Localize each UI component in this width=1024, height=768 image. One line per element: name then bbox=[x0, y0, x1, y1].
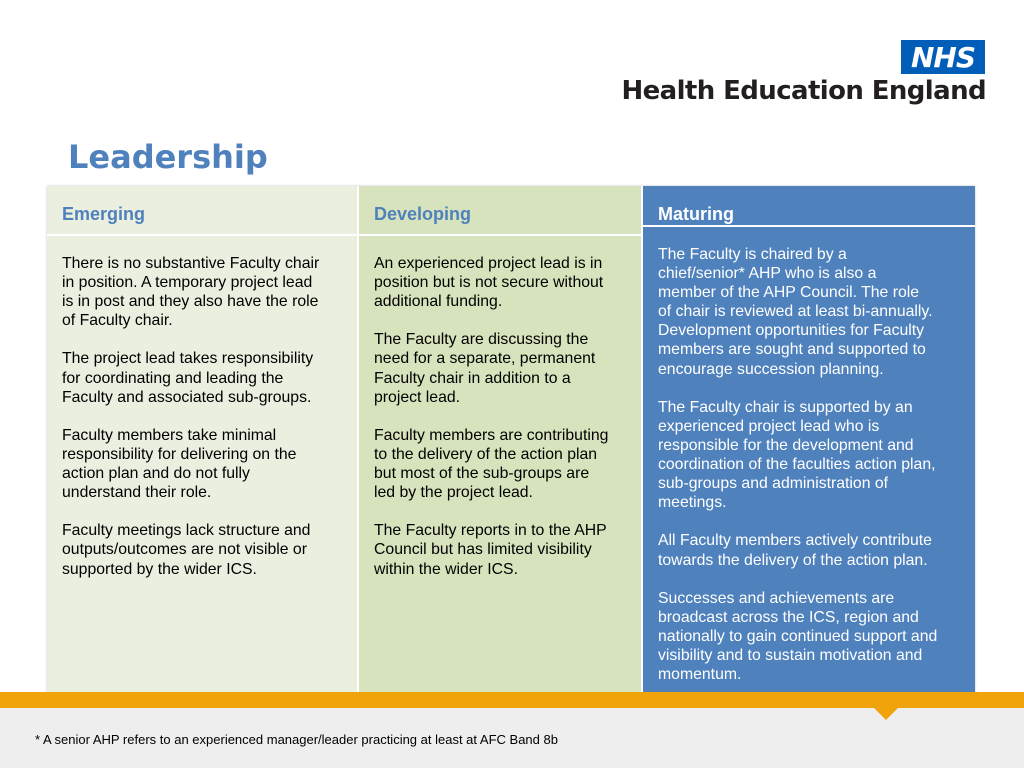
column-body bbox=[359, 236, 641, 598]
paragraph: The Faculty reports in to the AHP Council but has limited visibility within the wider ICS. bbox=[374, 522, 607, 578]
footer-notch bbox=[870, 704, 902, 720]
column-emerging bbox=[47, 186, 357, 700]
column-developing bbox=[357, 186, 641, 700]
paragraph: Faculty members take minimal responsibility for delivering on the action plan and do not fully understand their role. bbox=[62, 426, 297, 502]
column-maturing bbox=[641, 186, 975, 700]
column-heading: Maturing bbox=[643, 186, 975, 227]
organisation-name: Health Education England bbox=[621, 76, 986, 106]
nhs-logo-mark: NHS bbox=[910, 40, 976, 74]
page-title: Leadership bbox=[68, 138, 268, 176]
maturity-table bbox=[47, 186, 975, 700]
paragraph: Faculty meetings lack structure and outputs/outcomes are not visible or supported by the wider ICS. bbox=[62, 522, 311, 578]
column-heading: Developing bbox=[359, 186, 641, 236]
paragraph: The Faculty chair is supported by an experienced project lead who is responsible for the development and coordination of the faculties action plan, sub-groups and administration of meetings. bbox=[658, 398, 936, 512]
column-body bbox=[643, 227, 975, 703]
paragraph: All Faculty members actively contribute towards the delivery of the action plan. bbox=[658, 532, 932, 569]
column-body bbox=[47, 236, 357, 598]
column-heading: Emerging bbox=[47, 186, 357, 236]
paragraph: The project lead takes responsibility for coordinating and leading the Faculty and associated sub-groups. bbox=[62, 350, 314, 406]
paragraph: An experienced project lead is in position but is not secure without additional funding. bbox=[374, 255, 604, 311]
paragraph: There is no substantive Faculty chair in position. A temporary project lead is in post and they also have the role of Faculty chair. bbox=[62, 255, 320, 330]
paragraph: Faculty members are contributing to the delivery of the action plan but most of the sub-groups are led by the project lead. bbox=[374, 426, 609, 502]
paragraph: The Faculty are discussing the need for a separate, permanent Faculty chair in addition to a project lead. bbox=[374, 331, 596, 406]
paragraph: The Faculty is chaired by a chief/senior* AHP who is also a member of the AHP Council. The role of chair is reviewed at least bi-annually. Development opportunities for Faculty members are sought and supported to encourage succession planning. bbox=[658, 246, 933, 378]
nhs-logo bbox=[901, 40, 985, 74]
footnote: * A senior AHP refers to an experienced manager/leader practicing at least at AFC Band 8b bbox=[35, 732, 558, 747]
paragraph: Successes and achievements are broadcast across the ICS, region and nationally to gain continued support and visibility and to sustain motivation and momentum. bbox=[658, 589, 938, 684]
